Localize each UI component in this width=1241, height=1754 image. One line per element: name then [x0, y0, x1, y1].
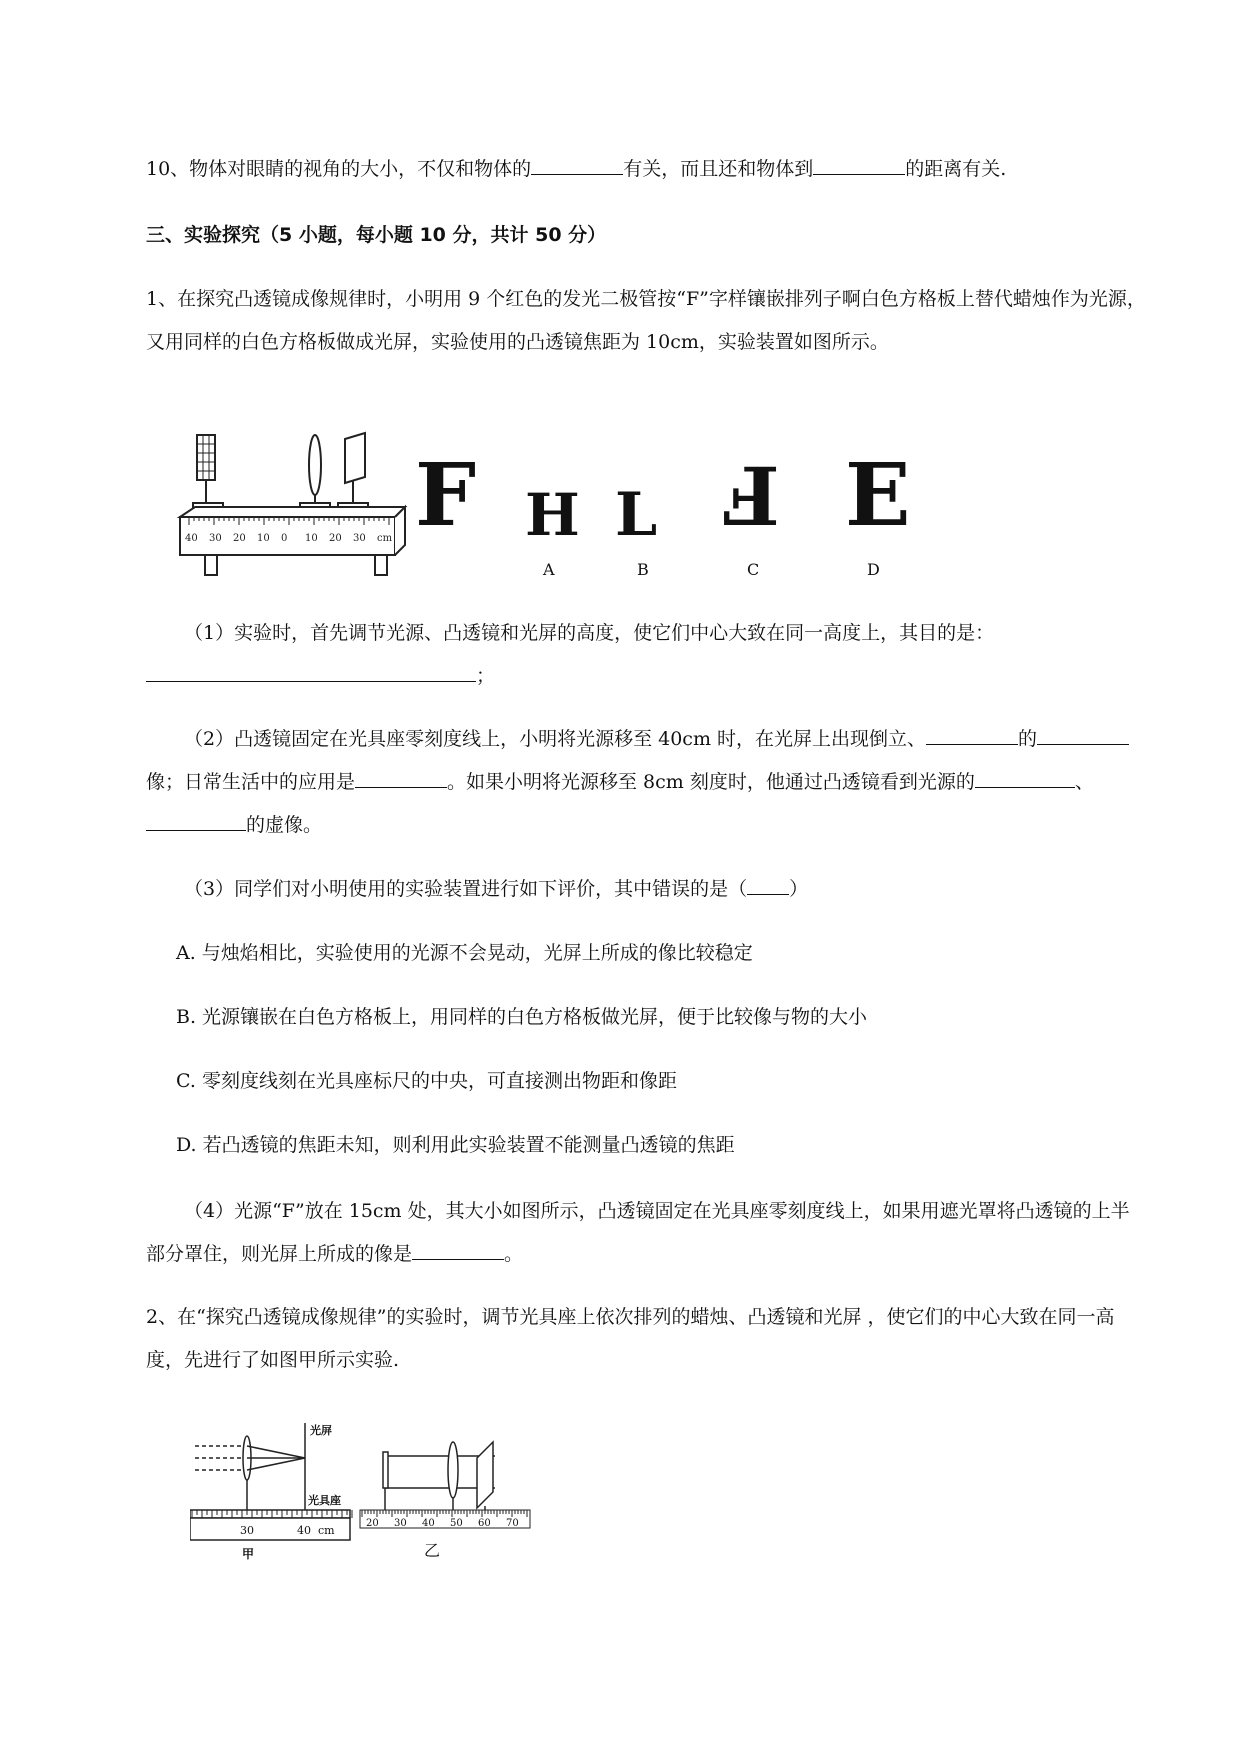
- ruler-tick-label: 10: [257, 533, 270, 544]
- part-4-text: （4）光源“F”放在 15cm 处，其大小如图所示，凸透镜固定在光具座零刻度线上，如果用遮光罩将凸透镜的上半部分罩住，则光屏上所成的像是: [146, 1200, 1130, 1265]
- answer-blank[interactable]: [975, 761, 1075, 788]
- answer-blank[interactable]: [747, 868, 789, 895]
- option-d[interactable]: D. 若凸透镜的焦距未知，则利用此实验装置不能测量凸透镜的焦距: [176, 1134, 735, 1156]
- part-2-text-e: 、: [1074, 771, 1094, 793]
- choice-c: [723, 450, 780, 579]
- ruler-tick-label: 0: [281, 533, 288, 544]
- source-letter-f: F: [415, 445, 477, 546]
- yi-tick-label: 70: [506, 1518, 519, 1529]
- ruler-tick-label: 20: [329, 533, 342, 544]
- ruler-tick-label: cm: [377, 533, 393, 544]
- part-2-text-b: 的: [1018, 728, 1038, 750]
- answer-blank[interactable]: [146, 655, 476, 682]
- answer-blank[interactable]: [531, 148, 623, 175]
- part-2-text-f: 的虚像。: [246, 814, 323, 836]
- jia-tick-unit: cm: [318, 1524, 335, 1537]
- yi-tick-label: 30: [394, 1518, 407, 1529]
- part-1-end: ；: [476, 665, 496, 687]
- part-1: [146, 612, 1146, 698]
- part-4: [146, 1190, 1146, 1276]
- option-b[interactable]: B. 光源镶嵌在白色方格板上，用同样的白色方格板做光屏，便于比较像与物的大小: [176, 1006, 868, 1028]
- choice-a: [525, 481, 580, 579]
- part-2-text-a: （2）凸透镜固定在光具座零刻度线上，小明将光源移至 40cm 时，在光屏上出现倒立、: [184, 728, 927, 750]
- answer-blank[interactable]: [355, 761, 447, 788]
- answer-blank[interactable]: [813, 148, 905, 175]
- yi-tick-label: 50: [450, 1518, 463, 1529]
- choice-b: [615, 480, 657, 579]
- choice-d-label: D: [867, 560, 880, 579]
- jia-label-screen: 光屏: [310, 1424, 332, 1437]
- choice-b-glyph: L: [615, 480, 658, 550]
- jia-caption: 甲: [242, 1547, 255, 1561]
- part-2-text-c: 像；日常生活中的应用是: [146, 771, 356, 793]
- part-2: [146, 718, 1146, 847]
- part-3: [146, 868, 1146, 911]
- yi-caption: 乙: [424, 1541, 441, 1560]
- section-heading: 三、实验探究（5 小题，每小题 10 分，共计 50 分）: [146, 224, 607, 246]
- part-4-end: 。: [504, 1243, 524, 1265]
- jia-tick-40: 40: [297, 1524, 311, 1537]
- yi-tick-label: 40: [422, 1518, 435, 1529]
- question-10: [146, 148, 1146, 191]
- ruler-tick-label: 30: [353, 533, 366, 544]
- option-c[interactable]: C. 零刻度线刻在光具座标尺的中央，可直接测出物距和像距: [176, 1070, 677, 1092]
- part-1-text: （1）实验时，首先调节光源、凸透镜和光屏的高度，使它们中心大致在同一高度上，其目的是：: [184, 622, 995, 644]
- experiment-1-intro: 1、在探究凸透镜成像规律时，小明用 9 个红色的发光二极管按“F”字样镶嵌排列子啊白色方格板上替代蜡烛作为光源，又用同样的白色方格板做成光屏，实验使用的凸透镜焦距为 10cm，实验装置如图所示。: [146, 288, 1146, 353]
- q10-text-c: 的距离有关.: [905, 158, 1007, 180]
- figure-2: [190, 1418, 590, 1568]
- option-a[interactable]: A. 与烛焰相比，实验使用的光源不会晃动，光屏上所成的像比较稳定: [176, 942, 753, 964]
- jia-label-bench: 光具座: [308, 1494, 341, 1507]
- q10-text-b: 有关，而且还和物体到: [623, 158, 814, 180]
- part-3-text: （3）同学们对小明使用的实验装置进行如下评价，其中错误的是（: [184, 878, 748, 900]
- ruler-tick-label: 10: [305, 533, 318, 544]
- ruler-tick-label: 20: [233, 533, 246, 544]
- optical-bench-diagram: [180, 433, 405, 575]
- part-2-text-d: 。如果小明将光源移至 8cm 刻度时，他通过凸透镜看到光源的: [447, 771, 975, 793]
- q10-text-a: 10、物体对眼睛的视角的大小，不仅和物体的: [146, 158, 532, 180]
- choice-b-label: B: [637, 560, 649, 579]
- yi-tick-label: 20: [366, 1518, 379, 1529]
- choice-c-glyph: Ⅎ: [723, 450, 780, 544]
- ruler-tick-label: 40: [185, 533, 198, 544]
- figure-jia: [190, 1423, 350, 1540]
- choice-a-label: A: [543, 560, 555, 579]
- answer-blank[interactable]: [146, 804, 246, 831]
- figure-yi: [383, 1442, 495, 1510]
- choice-d: [845, 445, 911, 579]
- answer-blank[interactable]: [412, 1233, 504, 1260]
- choice-d-glyph: E: [845, 445, 911, 546]
- choice-a-glyph: H: [525, 481, 580, 549]
- choice-c-label: C: [747, 560, 760, 579]
- answer-blank[interactable]: [1037, 718, 1129, 745]
- answer-blank[interactable]: [926, 718, 1018, 745]
- figure-1: [175, 425, 1035, 585]
- experiment-2-intro: 2、在“探究凸透镜成像规律”的实验时，调节光具座上依次排列的蜡烛、凸透镜和光屏 ，使它们的中心大致在同一高度，先进行了如图甲所示实验.: [146, 1306, 1115, 1371]
- ruler-tick-label: 30: [209, 533, 222, 544]
- yi-tick-label: 60: [478, 1518, 491, 1529]
- yi-ruler-ticks: [360, 1510, 530, 1528]
- jia-tick-30: 30: [240, 1524, 254, 1537]
- part-3-end: ）: [789, 878, 809, 900]
